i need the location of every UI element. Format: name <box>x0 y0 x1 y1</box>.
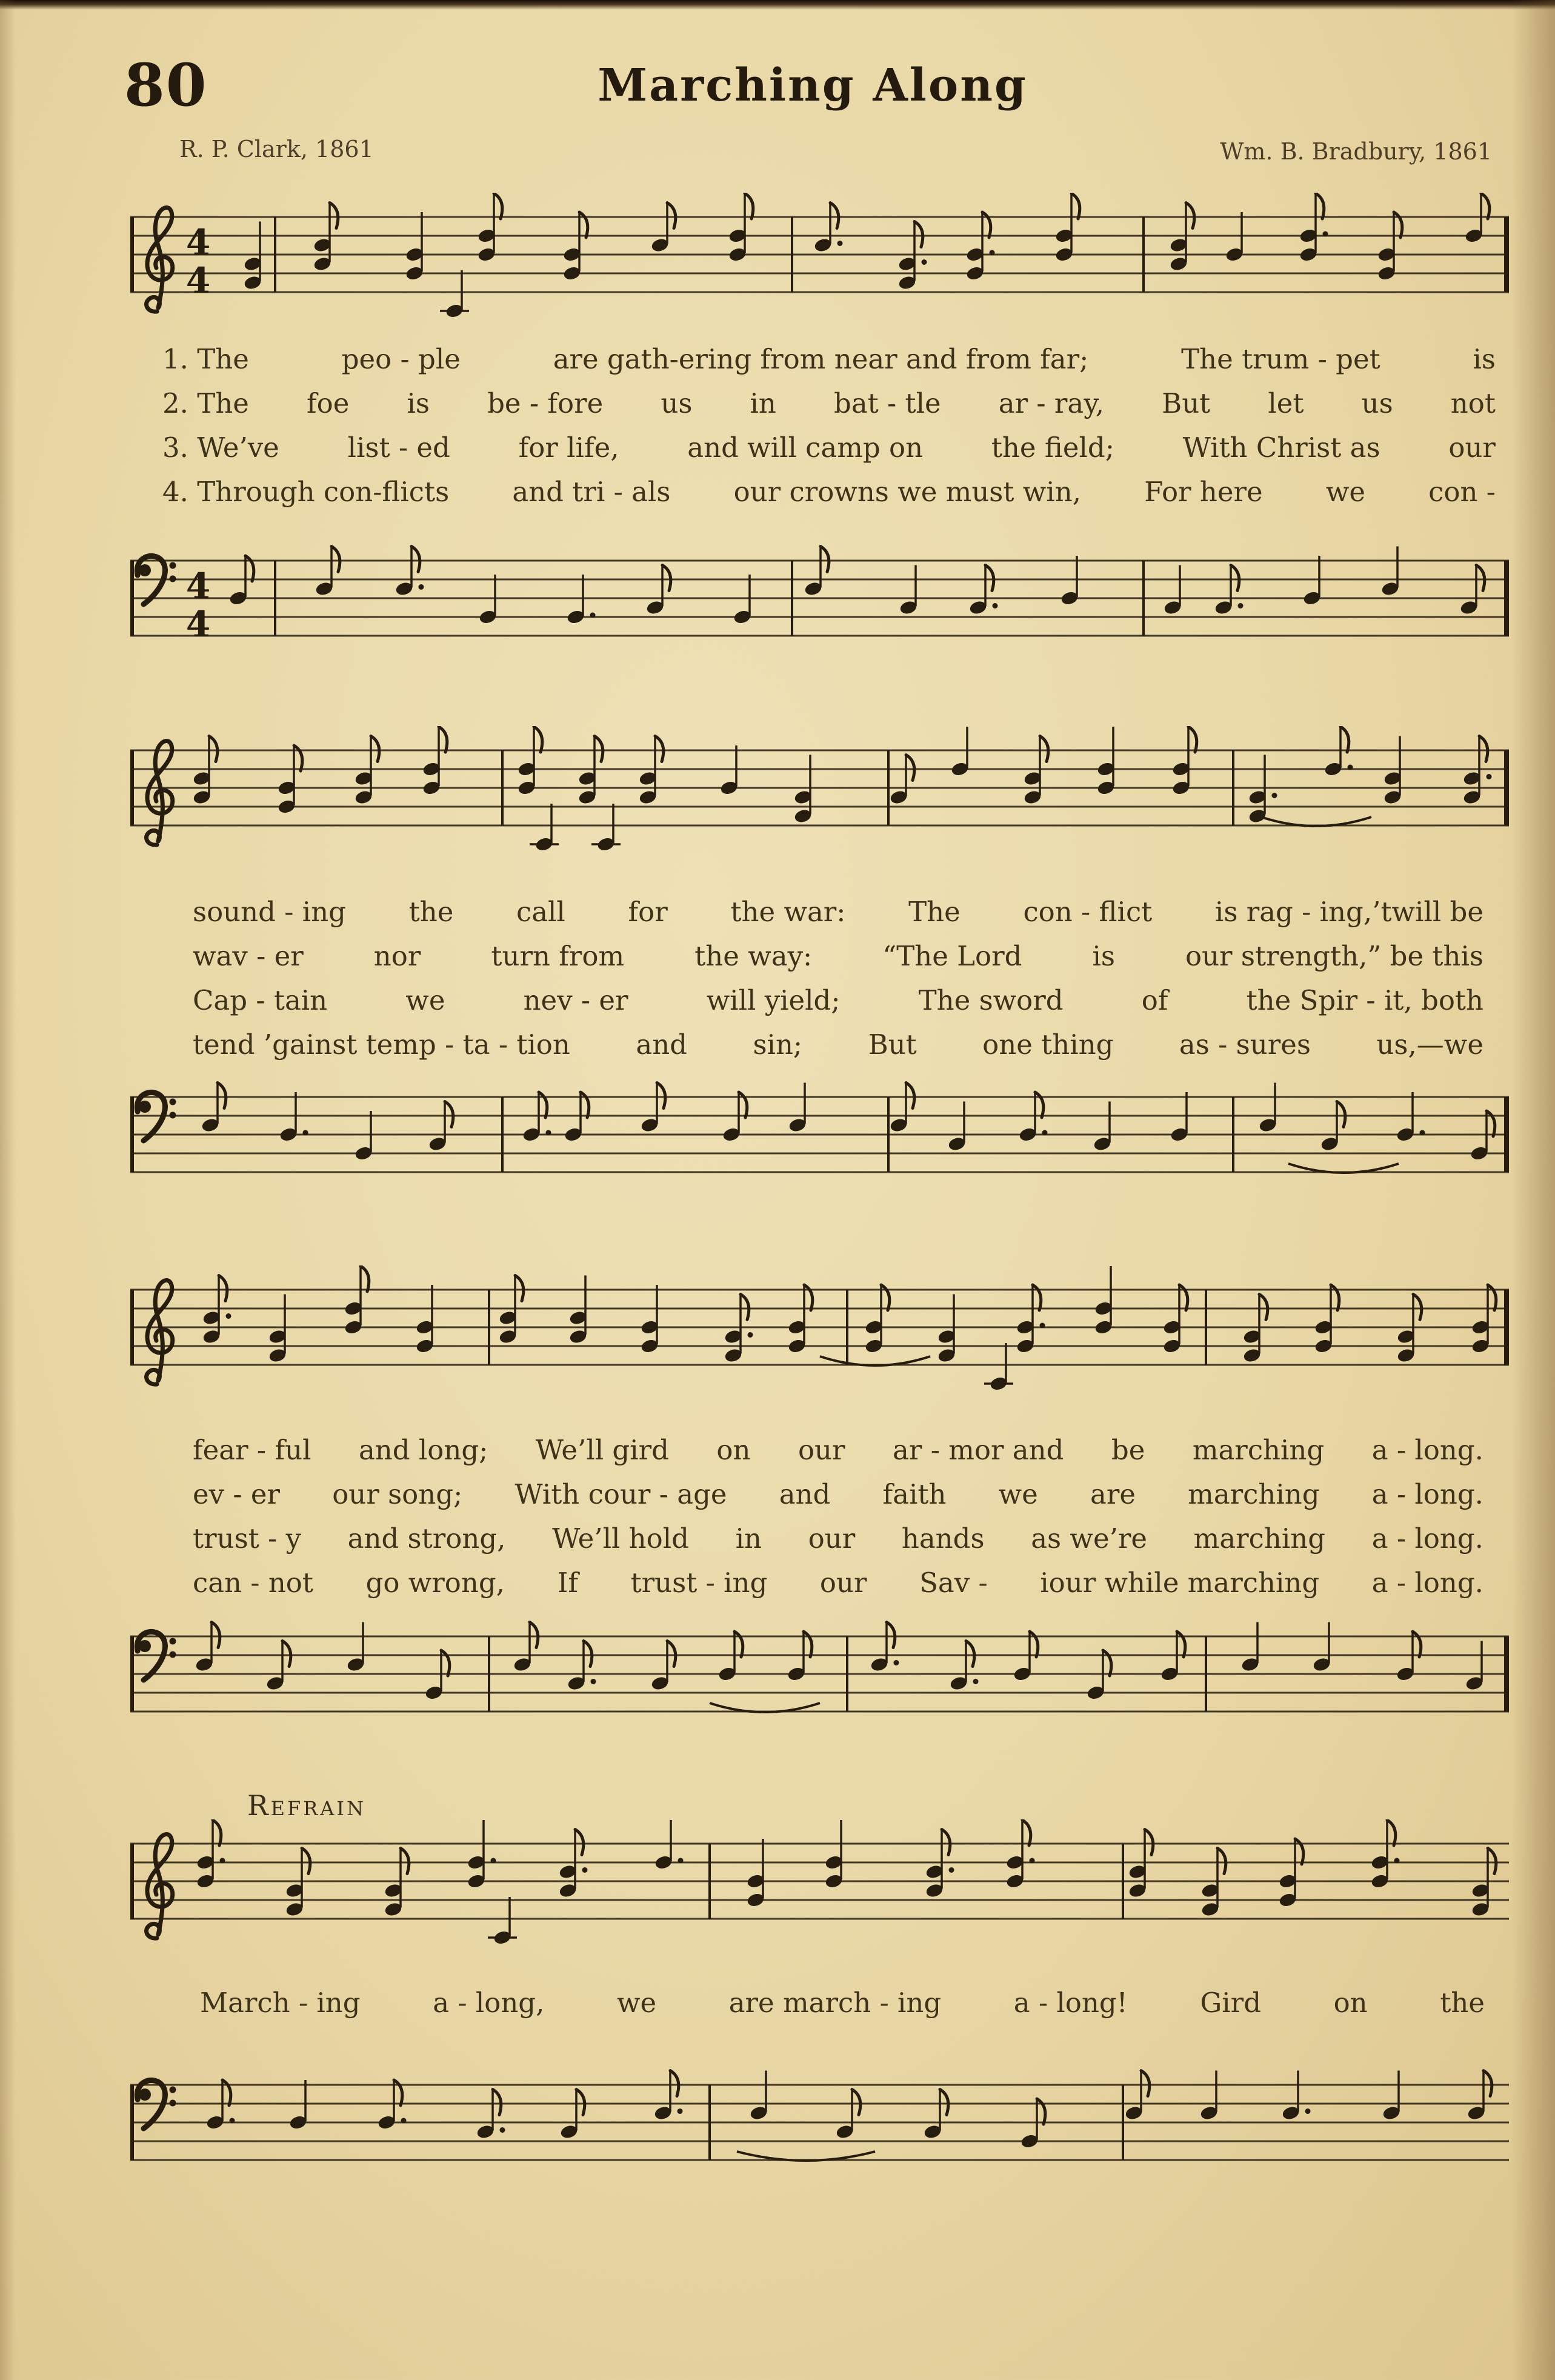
lyric-token: a - long. <box>1371 1478 1483 1510</box>
notes <box>196 1820 1496 1945</box>
lyric-line <box>200 1981 1485 2025</box>
notes <box>202 1266 1496 1392</box>
lyric-token: one thing <box>982 1028 1114 1061</box>
lyric-line <box>193 934 1483 978</box>
treble-staff-svg <box>130 726 1509 872</box>
lyric-token: marching <box>1193 1522 1326 1555</box>
lyric-token: a - long. <box>1371 1434 1483 1466</box>
lyric-token: marching <box>1192 1434 1325 1466</box>
lyric-token: us <box>661 387 693 419</box>
treble-staff-svg <box>130 193 1509 338</box>
lyricist-credit: R. P. Clark, 1861 <box>179 136 374 162</box>
time-signature <box>186 222 210 301</box>
lyric-token: us,—we <box>1376 1028 1483 1061</box>
bass-staff-svg <box>130 536 1509 682</box>
lyric-token: list - ed <box>347 432 450 464</box>
lyric-token: sound - ing <box>193 896 346 928</box>
lyric-line <box>162 337 1496 381</box>
lyric-token: tend ’gainst temp - ta - tion <box>193 1028 570 1061</box>
lyric-token: let <box>1268 387 1304 419</box>
treble-staff-svg <box>130 1819 1509 1965</box>
bass-staff-svg <box>130 2061 1509 2206</box>
lyric-token: the <box>408 896 454 928</box>
lyric-line <box>162 470 1496 514</box>
lyric-token: fear - ful <box>193 1434 311 1466</box>
lyric-token: If <box>557 1567 578 1599</box>
scan-right-edge <box>1511 0 1555 2380</box>
lyric-token: can - not <box>193 1567 313 1599</box>
treble-clef-icon <box>147 208 173 312</box>
lyric-token: 3. We’ve <box>162 432 279 464</box>
lyric-token: the war: <box>730 896 846 928</box>
lyrics-block2 <box>193 890 1483 1067</box>
lyric-token: will yield; <box>706 984 841 1016</box>
lyric-token: For here <box>1144 476 1263 508</box>
lyric-token: and will camp on <box>687 432 924 464</box>
system1-bass-staff <box>130 536 1509 682</box>
lyric-token: peo - ple <box>341 343 461 375</box>
lyric-token: wav - er <box>193 940 304 972</box>
lyric-token: iour while marching <box>1040 1567 1320 1599</box>
lyric-token: on <box>716 1434 751 1466</box>
lyric-token: call <box>516 896 565 928</box>
system1-treble-staff <box>130 193 1509 338</box>
treble-clef-icon <box>147 1281 173 1385</box>
system2-treble-staff <box>130 726 1509 872</box>
notes <box>192 727 1491 852</box>
lyrics-refrain <box>200 1981 1485 2025</box>
lyric-token: Sav - <box>919 1567 988 1599</box>
bass-staff-svg <box>130 1073 1509 1218</box>
lyric-token: us <box>1361 387 1393 419</box>
lyric-token: not <box>1450 387 1496 419</box>
lyric-line <box>193 1022 1483 1067</box>
svg-text:4: 4 <box>185 260 211 301</box>
lyric-token: faith <box>882 1478 947 1510</box>
lyric-token: We’ll hold <box>552 1522 689 1555</box>
lyric-token: we <box>405 984 445 1016</box>
staff-lines <box>130 1636 1509 1712</box>
refrain-label: Refrain <box>247 1789 367 1822</box>
lyric-line <box>193 1472 1483 1516</box>
hymn-title: Marching Along <box>598 59 1028 112</box>
time-signature <box>186 565 210 645</box>
lyric-token: be - fore <box>487 387 604 419</box>
lyric-token: With cour - age <box>514 1478 727 1510</box>
lyric-token: a - long. <box>1371 1522 1483 1555</box>
lyric-token: are gath-ering from near and from far; <box>553 343 1089 375</box>
lyric-token: our <box>797 1434 845 1466</box>
lyric-token: of <box>1141 984 1168 1016</box>
lyric-token: nev - er <box>523 984 628 1016</box>
lyric-token: and tri - als <box>512 476 671 508</box>
lyric-token: sin; <box>753 1028 803 1061</box>
page-number: 80 <box>124 51 208 119</box>
lyric-token: bat - tle <box>834 387 941 419</box>
lyric-token: The <box>908 896 961 928</box>
lyric-token: March - ing <box>200 1987 361 2019</box>
lyric-line <box>193 890 1483 934</box>
lyric-token: 2. The <box>162 387 249 419</box>
lyric-token: foe <box>306 387 350 419</box>
lyric-token: is <box>1473 343 1496 375</box>
lyric-line <box>193 1516 1483 1561</box>
lyrics-block3 <box>193 1428 1483 1605</box>
lyric-token: our strength,” be this <box>1185 940 1483 972</box>
lyric-token: We’ll gird <box>535 1434 669 1466</box>
lyric-token: for life, <box>518 432 619 464</box>
lyric-token: a - long. <box>1371 1567 1483 1599</box>
lyric-token: con - flict <box>1023 896 1153 928</box>
lyric-token: we <box>616 1987 657 2019</box>
lyric-token: the Spir - it, both <box>1246 984 1483 1016</box>
lyric-token: the field; <box>991 432 1114 464</box>
lyric-token: we <box>1325 476 1365 508</box>
lyric-token: are <box>1090 1478 1136 1510</box>
refrain-treble-staff <box>130 1819 1509 1965</box>
lyric-line <box>193 1428 1483 1472</box>
lyric-token: The trum - pet <box>1181 343 1380 375</box>
lyric-line <box>193 1561 1483 1605</box>
lyric-token: 4. Through con-flicts <box>162 476 450 508</box>
svg-text:4: 4 <box>185 604 211 645</box>
lyric-token: a - long, <box>433 1987 545 2019</box>
lyric-token: 1. The <box>162 343 249 375</box>
lyric-token: our song; <box>332 1478 463 1510</box>
svg-text:4: 4 <box>185 565 211 607</box>
lyric-token: turn from <box>491 940 625 972</box>
lyric-line <box>162 425 1496 470</box>
system2-bass-staff <box>130 1073 1509 1218</box>
composer-credit: Wm. B. Bradbury, 1861 <box>1220 138 1492 165</box>
lyric-token: But <box>1162 387 1211 419</box>
lyric-token: in <box>735 1522 762 1555</box>
lyric-token: our <box>1448 432 1496 464</box>
lyric-token: our crowns we must win, <box>733 476 1081 508</box>
lyric-line <box>162 381 1496 425</box>
lyric-token: our <box>808 1522 856 1555</box>
lyric-token: on <box>1333 1987 1368 2019</box>
lyric-token: is <box>1092 940 1115 972</box>
lyric-token: in <box>750 387 776 419</box>
lyric-token: and long; <box>358 1434 488 1466</box>
lyric-token: trust - y <box>193 1522 301 1555</box>
lyric-token: trust - ing <box>630 1567 768 1599</box>
staff-lines <box>130 2085 1509 2160</box>
staff-lines <box>130 1097 1509 1172</box>
lyric-token: con - <box>1428 476 1496 508</box>
lyric-token: for <box>628 896 668 928</box>
scan-left-edge <box>0 0 16 2380</box>
lyric-token: nor <box>373 940 421 972</box>
lyric-line <box>193 978 1483 1022</box>
lyrics-block1 <box>162 337 1496 514</box>
treble-staff-svg <box>130 1265 1509 1411</box>
lyric-token: is rag - ing,’twill be <box>1214 896 1483 928</box>
lyric-token: and <box>779 1478 831 1510</box>
lyric-token: be <box>1111 1434 1145 1466</box>
system3-treble-staff <box>130 1265 1509 1411</box>
lyric-token: With Christ as <box>1182 432 1380 464</box>
refrain-bass-staff <box>130 2061 1509 2206</box>
lyric-token: and strong, <box>347 1522 506 1555</box>
lyric-token: But <box>868 1028 917 1061</box>
lyric-token: marching <box>1188 1478 1320 1510</box>
lyric-token: “The Lord <box>882 940 1022 972</box>
lyric-token: is <box>407 387 430 419</box>
lyric-token: Cap - tain <box>193 984 328 1016</box>
scan-top-edge <box>0 0 1555 10</box>
lyric-token: we <box>998 1478 1038 1510</box>
treble-clef-icon <box>147 741 173 845</box>
bass-staff-svg <box>130 1612 1509 1758</box>
lyric-token: hands <box>901 1522 985 1555</box>
lyric-token: are march - ing <box>728 1987 942 2019</box>
lyric-token: a - long! <box>1013 1987 1128 2019</box>
lyric-token: Gird <box>1200 1987 1262 2019</box>
lyric-token: our <box>819 1567 867 1599</box>
treble-clef-icon <box>147 1835 173 1939</box>
notes <box>243 193 1490 319</box>
staff-lines <box>130 750 1509 825</box>
svg-text:4: 4 <box>185 222 211 263</box>
lyric-token: ar - ray, <box>998 387 1105 419</box>
lyric-token: the <box>1440 1987 1485 2019</box>
lyric-token: The sword <box>918 984 1064 1016</box>
lyric-token: go wrong, <box>365 1567 505 1599</box>
notes <box>228 547 1485 625</box>
lyric-token: ev - er <box>193 1478 281 1510</box>
lyric-token: ar - mor and <box>893 1434 1064 1466</box>
lyric-token: and <box>636 1028 687 1061</box>
lyric-token: as we’re <box>1031 1522 1148 1555</box>
lyric-token: as - sures <box>1179 1028 1311 1061</box>
system3-bass-staff <box>130 1612 1509 1758</box>
staff-lines <box>130 1290 1509 1365</box>
lyric-token: the way: <box>694 940 813 972</box>
